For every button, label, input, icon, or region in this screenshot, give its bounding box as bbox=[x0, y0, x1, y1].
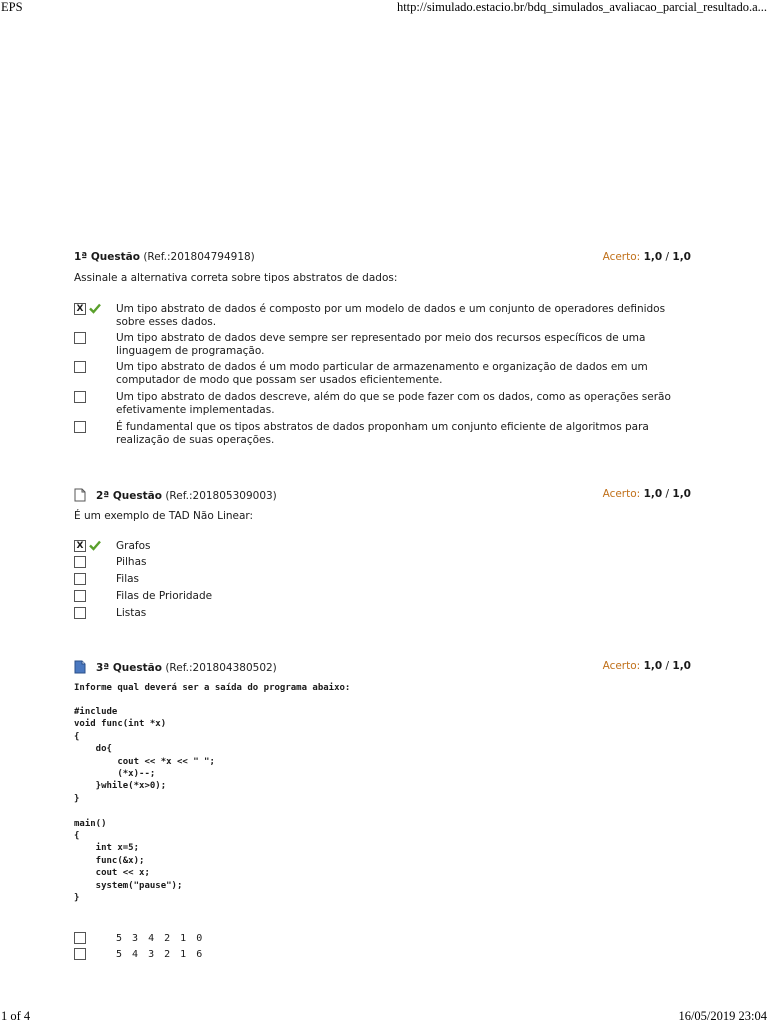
option-text: Um tipo abstrato de dados deve sempre ser representado por meio dos recursos específicos de uma linguagem de programação. bbox=[116, 332, 646, 357]
score-total: 1,0 bbox=[672, 660, 691, 672]
option-text: Filas de Prioridade bbox=[116, 590, 213, 602]
header-site-title: EPS bbox=[1, 0, 23, 14]
score-separator: / bbox=[662, 660, 673, 672]
question-number: 3ª Questão bbox=[96, 662, 162, 674]
option-text: Grafos bbox=[116, 540, 151, 552]
answer-checkbox[interactable] bbox=[74, 361, 86, 373]
print-timestamp: 16/05/2019 23:04 bbox=[678, 1009, 767, 1023]
question-number: 2ª Questão bbox=[96, 490, 162, 502]
correct-check-icon bbox=[89, 302, 101, 314]
answer-checkbox[interactable] bbox=[74, 948, 86, 960]
option-text: Listas bbox=[116, 607, 147, 619]
answer-checkbox[interactable] bbox=[74, 932, 86, 944]
question-1-stem: Assinale a alternativa correta sobre tipos abstratos de dados: bbox=[74, 272, 398, 284]
score-total: 1,0 bbox=[672, 251, 691, 263]
question-1-header bbox=[74, 251, 691, 267]
score-label: Acerto: bbox=[602, 488, 641, 500]
score-value: 1,0 bbox=[643, 660, 663, 672]
score bbox=[603, 488, 691, 500]
answer-checkbox[interactable] bbox=[74, 590, 86, 602]
option-text: Filas bbox=[116, 573, 140, 585]
document-icon bbox=[74, 660, 86, 674]
option-text: É fundamental que os tipos abstratos de dados proponham um conjunto eficiente de algoritmos para realização de suas operações. bbox=[116, 421, 649, 446]
document-icon bbox=[74, 488, 86, 502]
question-ref: (Ref.:201804380502) bbox=[165, 662, 277, 674]
code-block: #include void func(int *x) { do{ cout << *x << " "; (*x)--; }while(*x>0); } main() { int x=5; func(&x); cout << x; system("pause"); } bbox=[74, 707, 215, 904]
option-text: Um tipo abstrato de dados é um modo particular de armazenamento e organização de dados em um computador de modo que possam ser usados eficientemente. bbox=[116, 361, 648, 386]
score bbox=[603, 660, 691, 672]
answer-checkbox[interactable] bbox=[74, 421, 86, 433]
question-ref: (Ref.:201804794918) bbox=[143, 251, 255, 263]
print-footer bbox=[0, 1009, 768, 1023]
answer-checkbox[interactable]: X bbox=[74, 540, 86, 552]
score-value: 1,0 bbox=[643, 251, 663, 263]
score-label: Acerto: bbox=[602, 660, 641, 672]
correct-check-icon bbox=[89, 539, 101, 551]
option-text: 5 3 4 2 1 0 bbox=[116, 933, 205, 944]
option-text: Pilhas bbox=[116, 556, 147, 568]
answer-checkbox[interactable] bbox=[74, 556, 86, 568]
option-text: 5 4 3 2 1 6 bbox=[116, 949, 205, 960]
question-number: 1ª Questão bbox=[74, 251, 140, 263]
option-text: Um tipo abstrato de dados é composto por um modelo de dados e um conjunto de operadores definidos sobre esses dados. bbox=[116, 303, 666, 328]
page-counter: 1 of 4 bbox=[1, 1009, 31, 1023]
answer-checkbox[interactable]: X bbox=[74, 303, 86, 315]
question-3-header bbox=[74, 660, 691, 676]
answer-checkbox[interactable] bbox=[74, 391, 86, 403]
score bbox=[603, 251, 691, 263]
answer-checkbox[interactable] bbox=[74, 332, 86, 344]
question-2-header bbox=[74, 488, 691, 504]
header-url: http://simulado.estacio.br/bdq_simulados_avaliacao_parcial_resultado.a... bbox=[396, 0, 767, 14]
answer-checkbox[interactable] bbox=[74, 573, 86, 585]
score-value: 1,0 bbox=[643, 488, 663, 500]
score-separator: / bbox=[662, 251, 673, 263]
answer-checkbox[interactable] bbox=[74, 607, 86, 619]
score-separator: / bbox=[662, 488, 673, 500]
score-label: Acerto: bbox=[602, 251, 641, 263]
question-3-stem: Informe qual deverá ser a saída do programa abaixo: bbox=[74, 683, 351, 693]
print-header bbox=[0, 0, 768, 14]
question-ref: (Ref.:201805309003) bbox=[165, 490, 277, 502]
question-2-stem: É um exemplo de TAD Não Linear: bbox=[74, 510, 254, 522]
option-text: Um tipo abstrato de dados descreve, além do que se pode fazer com os dados, como as operações serão efetivamente implementadas. bbox=[116, 391, 671, 416]
score-total: 1,0 bbox=[672, 488, 691, 500]
